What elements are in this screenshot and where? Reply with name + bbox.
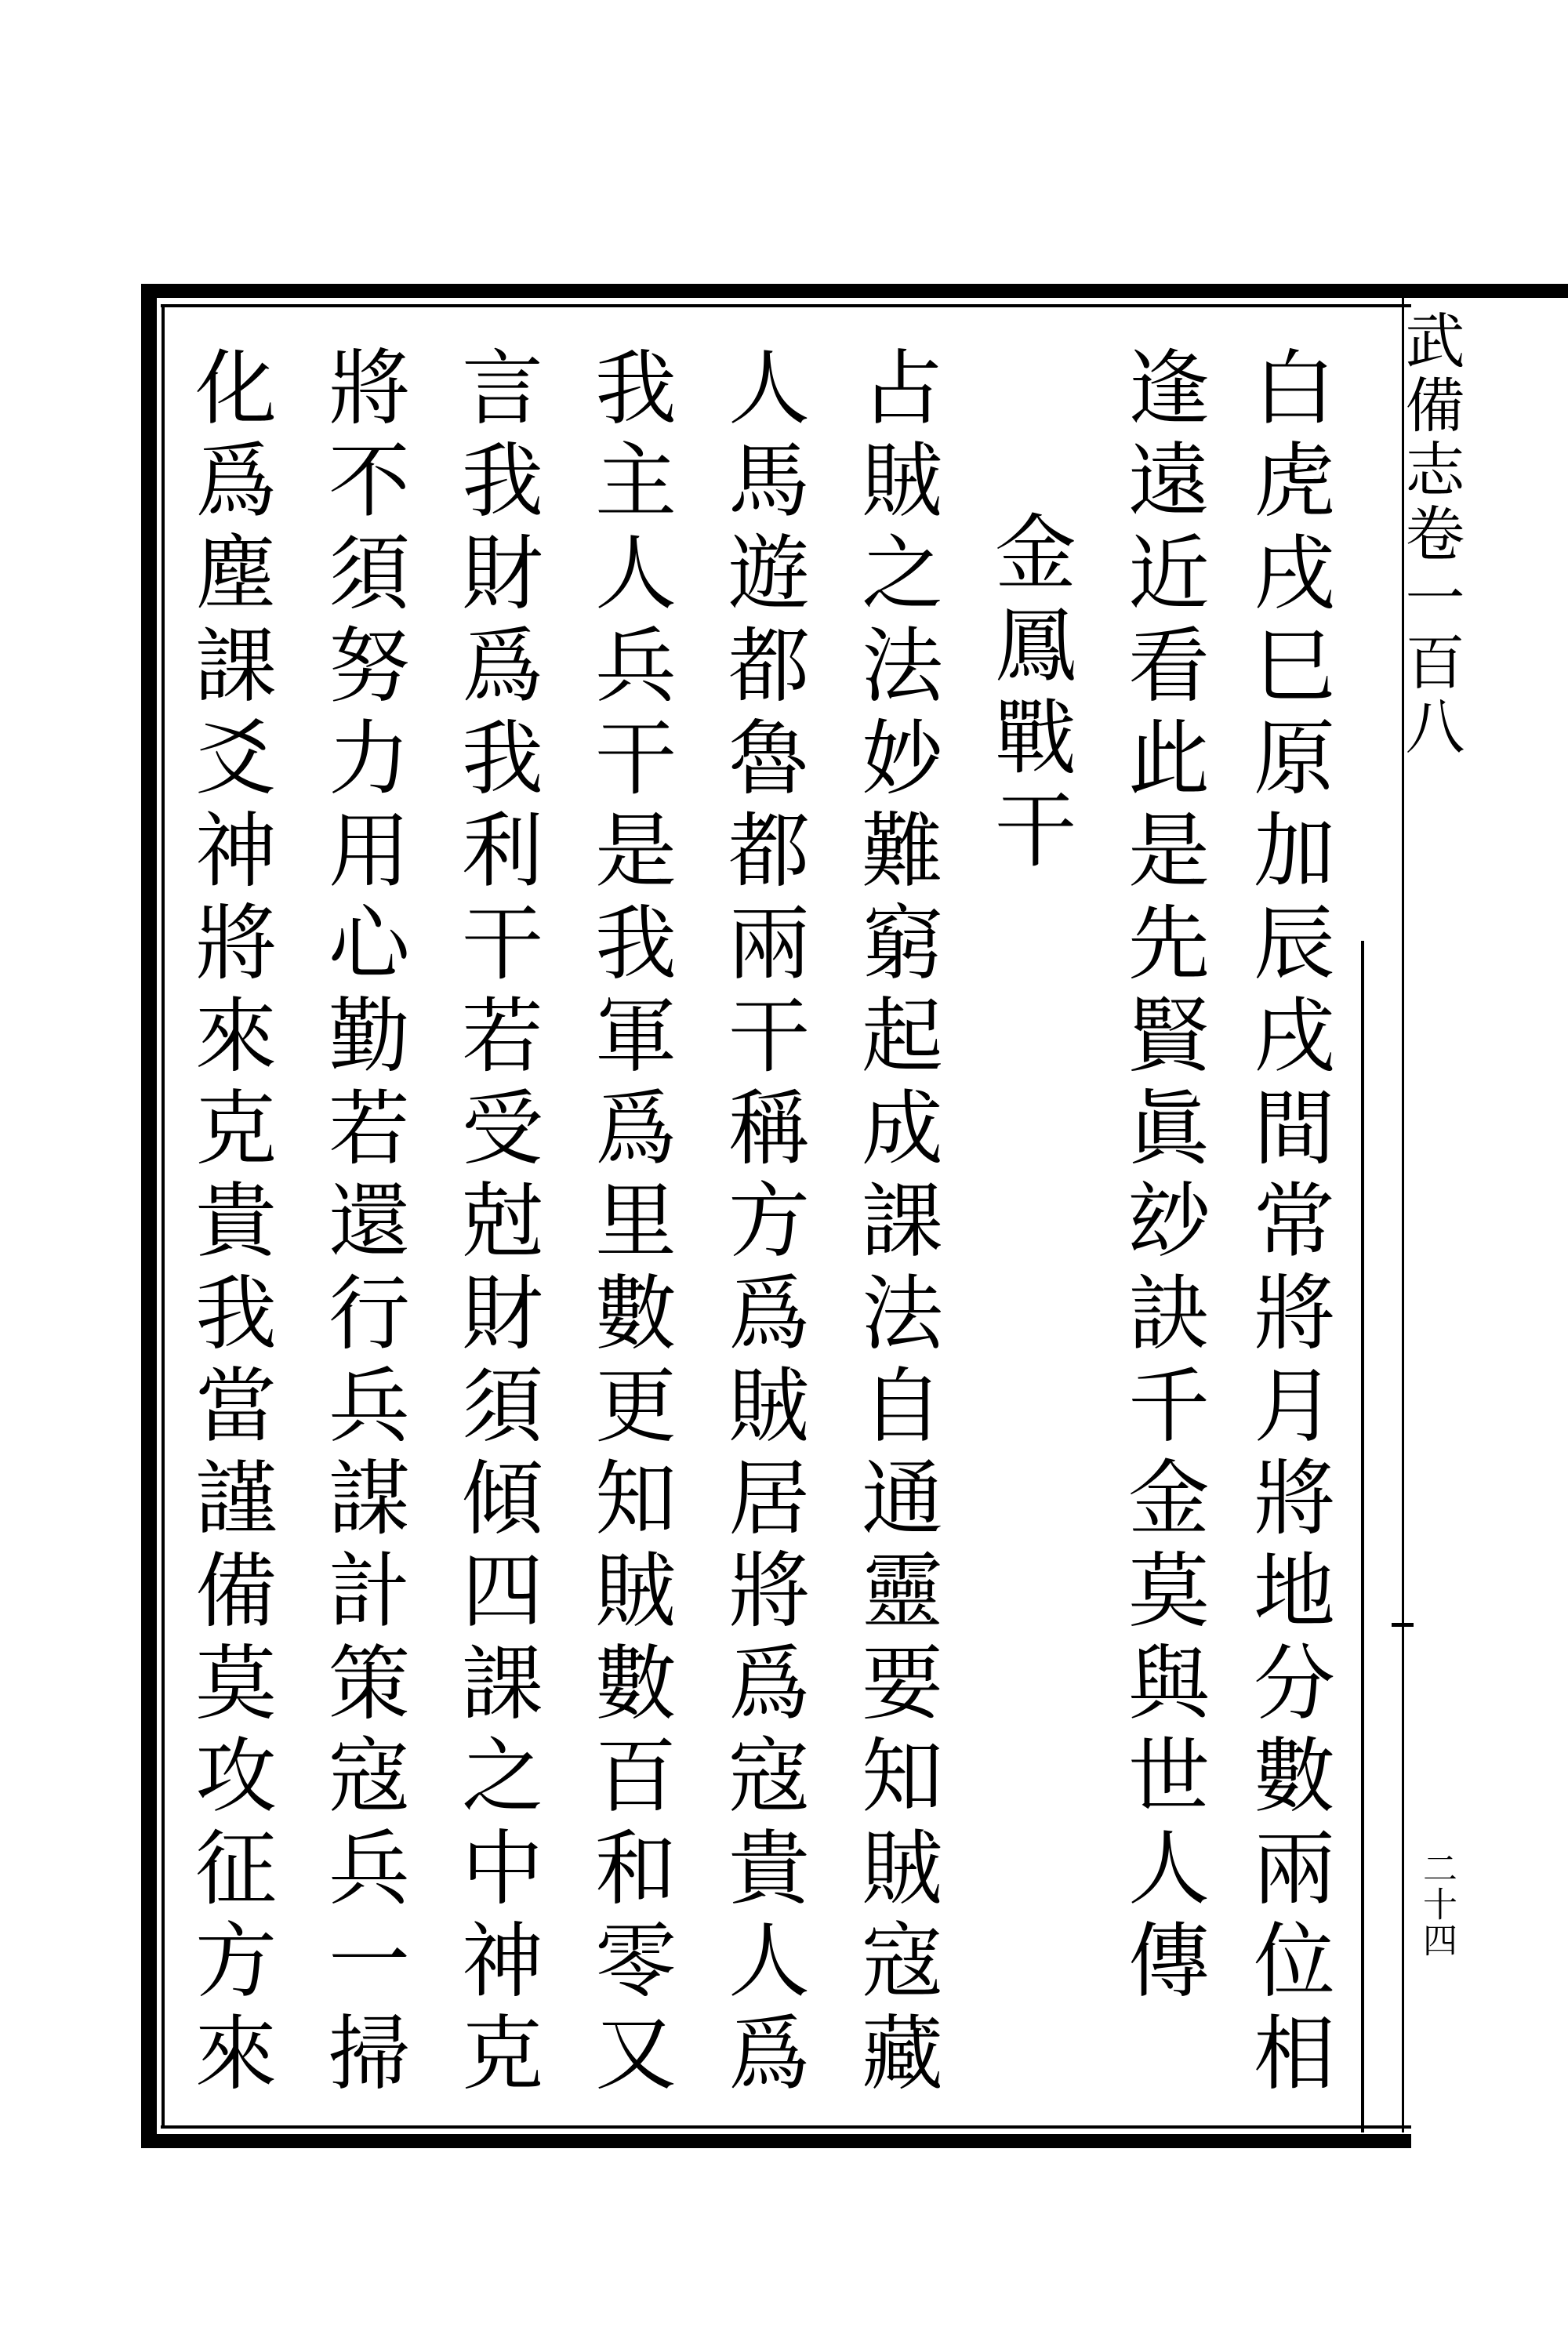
text-column-9: 化爲塵課爻神將來克貴我當謹備莫攻征方來 [181,345,277,2103]
margin-divider-line [1361,941,1364,2132]
frame-bottom-border [141,2134,1411,2148]
text-column-7: 言我財爲我利干若受尅財須傾四課之中神克 [448,345,543,2103]
fold-mark [1392,1623,1414,1627]
text-column-4: 占賊之法妙難窮起成課法自通靈要知賊寇藏 [848,345,943,2103]
margin-title: 武備志卷一百八 [1396,310,1465,760]
frame-left-border [141,284,157,2148]
frame-inner-top-line [161,304,1411,307]
text-column-5: 人馬遊都魯都兩干稱方爲賊居將爲寇貴人爲 [714,345,810,2103]
frame-top-border [141,284,1568,298]
text-column-8: 將不須努力用心勤若還行兵謀計策寇兵一掃 [314,345,410,2103]
page-number: 二十四 [1417,1850,1457,1958]
frame-inner-left-line [162,304,165,2127]
text-column-1: 白虎戌巳原加辰戌間常將月將地分數兩位相 [1240,345,1335,2103]
text-column-2: 逢遠近看此是先賢眞玅訣千金莫與世人傳 [1114,345,1210,2010]
text-column-6: 我主人兵干是我軍爲里數更知賊數百和零又 [581,345,677,2103]
frame-inner-bottom-line [161,2125,1411,2129]
section-heading: 金鳳戰干 [981,510,1076,880]
